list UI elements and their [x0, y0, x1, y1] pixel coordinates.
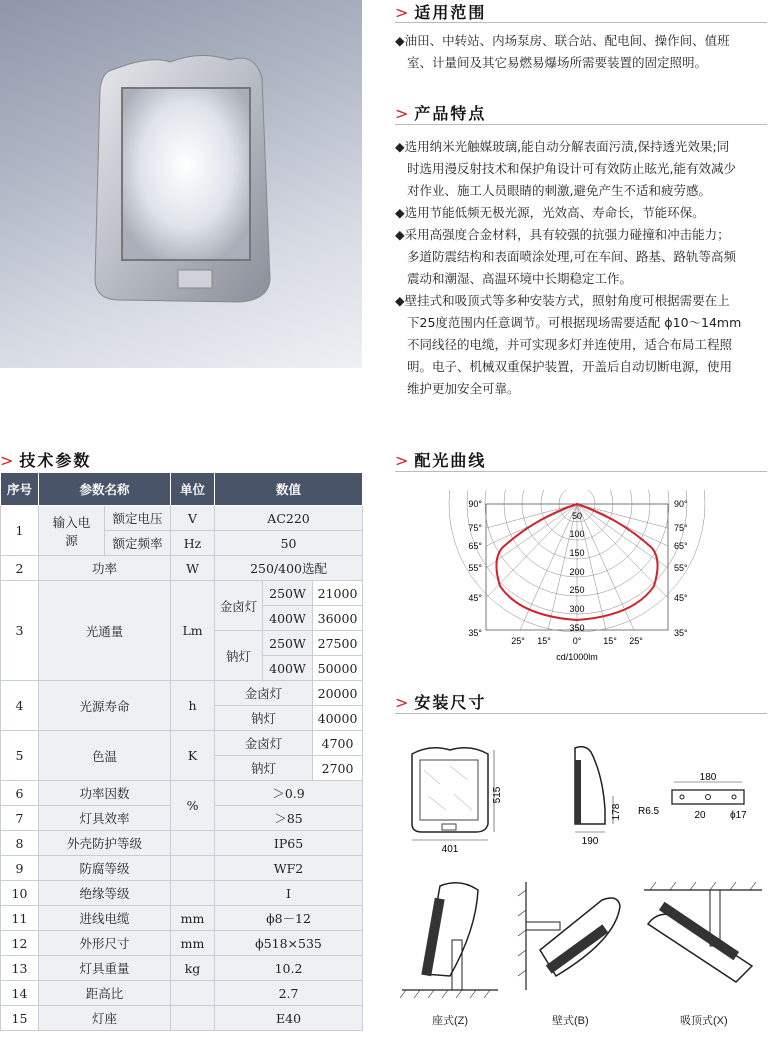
svg-text:350: 350 [569, 623, 585, 633]
features-text: ◆选用纳米光触媒玻璃,能自动分解表面污渍,保持透光效果;同 时选用漫反射技术和保护角设计可有效防止眩光,能有效减少 对作业、施工人员眼睛的刺激,避免产生不适和疲劳感。 ◆选用节能低频无极光源，光效高、寿命长，节能环保。 ◆采用高强度合金材料，具有较强的抗强力碰撞和冲击能力； 多道防震结构和表面喷涂处理,可在车间、路基、路轨等高频 震动和潮湿、高温环境中长期稳定工作。 ◆壁挂式和吸顶式等多种安装方式，照射角度可根据需要在上 下25度范围内任意调节。可根据现场需要适配 ϕ10～14mm 不同线径的电缆，并可实现多灯并连使用，适合布局工程照 明。电子、机械双重保护装置，开盖后自动切断电源，使用 维护更加安全可靠。 [395, 139, 742, 396]
table-row: 3 光通量 Lm 金卤灯 250W 21000 [1, 581, 363, 606]
svg-text:R6.5: R6.5 [638, 806, 660, 817]
table-row: 400W 50000 [1, 656, 363, 681]
left-angle-labels [468, 499, 482, 638]
svg-text:45°: 45° [674, 593, 688, 603]
table-row: 7 灯具效率 ＞85 [1, 806, 363, 831]
svg-text:50: 50 [571, 511, 583, 521]
section-curve-title: > 配光曲线 [395, 451, 487, 470]
side-view-drawing [565, 740, 625, 850]
svg-text:75°: 75° [674, 523, 688, 533]
header-value: 数值 [215, 473, 363, 506]
table-row: 额定频率 Hz 50 [1, 531, 363, 556]
svg-text:515: 515 [492, 786, 503, 804]
table-row: 400W 36000 [1, 606, 363, 631]
mount-ceiling-drawing [640, 870, 765, 1000]
svg-text:180: 180 [699, 772, 717, 783]
svg-text:35°: 35° [468, 628, 482, 638]
divider [395, 471, 767, 472]
svg-text:200: 200 [569, 567, 585, 577]
svg-text:45°: 45° [468, 593, 482, 603]
svg-text:65°: 65° [468, 541, 482, 551]
table-row: 钠灯 40000 [1, 706, 363, 731]
section-scope-title: > 适用范围 [395, 3, 487, 22]
light-distribution-chart [440, 490, 720, 670]
table-row: 钠灯 2700 [1, 756, 363, 781]
product-photo [0, 0, 362, 368]
mount-label-seat: 座式(Z) [432, 1015, 469, 1027]
table-row: 13 灯具重量 kg 10.2 [1, 956, 363, 981]
svg-text:55°: 55° [674, 563, 688, 573]
section-specs-title: > 技术参数 [0, 451, 92, 470]
svg-text:250: 250 [569, 585, 585, 595]
svg-text:150: 150 [569, 548, 585, 558]
bracket-drawing [634, 768, 764, 828]
spec-table [0, 472, 363, 1031]
svg-text:300: 300 [569, 604, 585, 614]
table-row: 4 光源寿命 h 金卤灯 20000 [1, 681, 363, 706]
mount-seat-drawing [400, 870, 500, 1000]
section-features-title: > 产品特点 [395, 104, 487, 123]
header-unit: 单位 [171, 473, 215, 506]
header-param: 参数名称 [39, 473, 171, 506]
svg-text:55°: 55° [468, 563, 482, 573]
bottom-angle-labels [511, 636, 643, 646]
svg-text:15°: 15° [603, 636, 617, 646]
table-row: 2 功率 W 250/400选配 [1, 556, 363, 581]
svg-text:90°: 90° [674, 499, 688, 509]
svg-text:ϕ17: ϕ17 [730, 810, 747, 821]
mount-label-ceiling: 吸顶式(X) [680, 1015, 728, 1027]
svg-text:401: 401 [441, 844, 459, 855]
svg-text:100: 100 [569, 529, 585, 539]
svg-text:75°: 75° [468, 523, 482, 533]
table-row: 10 绝缘等级 Ⅰ [1, 881, 363, 906]
svg-text:35°: 35° [674, 628, 688, 638]
scope-text: ◆油田、中转站、内场泵房、联合站、配电间、操作间、值班 室、计量间及其它易燃易爆场所需要装置的固定照明。 [395, 33, 730, 70]
table-row: 11 进线电缆 mm ϕ8－12 [1, 906, 363, 931]
svg-text:15°: 15° [537, 636, 551, 646]
divider [395, 713, 767, 714]
unit-label: cd/1000lm [556, 652, 598, 662]
svg-text:25°: 25° [629, 636, 643, 646]
table-header-row [1, 473, 363, 506]
mount-wall-drawing [512, 870, 632, 1000]
table-row: 12 外形尺寸 mm ϕ518×535 [1, 931, 363, 956]
svg-text:25°: 25° [511, 636, 525, 646]
table-row: 14 距高比 2.7 [1, 981, 363, 1006]
svg-text:90°: 90° [468, 499, 482, 509]
mount-label-wall: 壁式(B) [552, 1015, 589, 1027]
svg-text:178: 178 [611, 803, 622, 821]
table-row: 9 防腐等级 WF2 [1, 856, 363, 881]
table-row: 15 灯座 E40 [1, 1006, 363, 1031]
section-install-title: > 安装尺寸 [395, 693, 487, 712]
table-row: 6 功率因数 % ＞0.9 [1, 781, 363, 806]
front-view-drawing [400, 740, 510, 860]
divider [395, 124, 767, 125]
header-no: 序号 [1, 473, 39, 506]
lamp-image [0, 0, 362, 368]
table-row: 8 外壳防护等级 IP65 [1, 831, 363, 856]
svg-text:20: 20 [694, 810, 706, 821]
svg-text:65°: 65° [674, 541, 688, 551]
svg-text:190: 190 [581, 836, 599, 847]
table-row: 1 输入电源 额定电压 V AC220 [1, 506, 363, 531]
table-row: 钠灯 250W 27500 [1, 631, 363, 656]
divider [395, 22, 767, 23]
table-row: 5 色温 K 金卤灯 4700 [1, 731, 363, 756]
svg-text:0°: 0° [572, 636, 582, 646]
